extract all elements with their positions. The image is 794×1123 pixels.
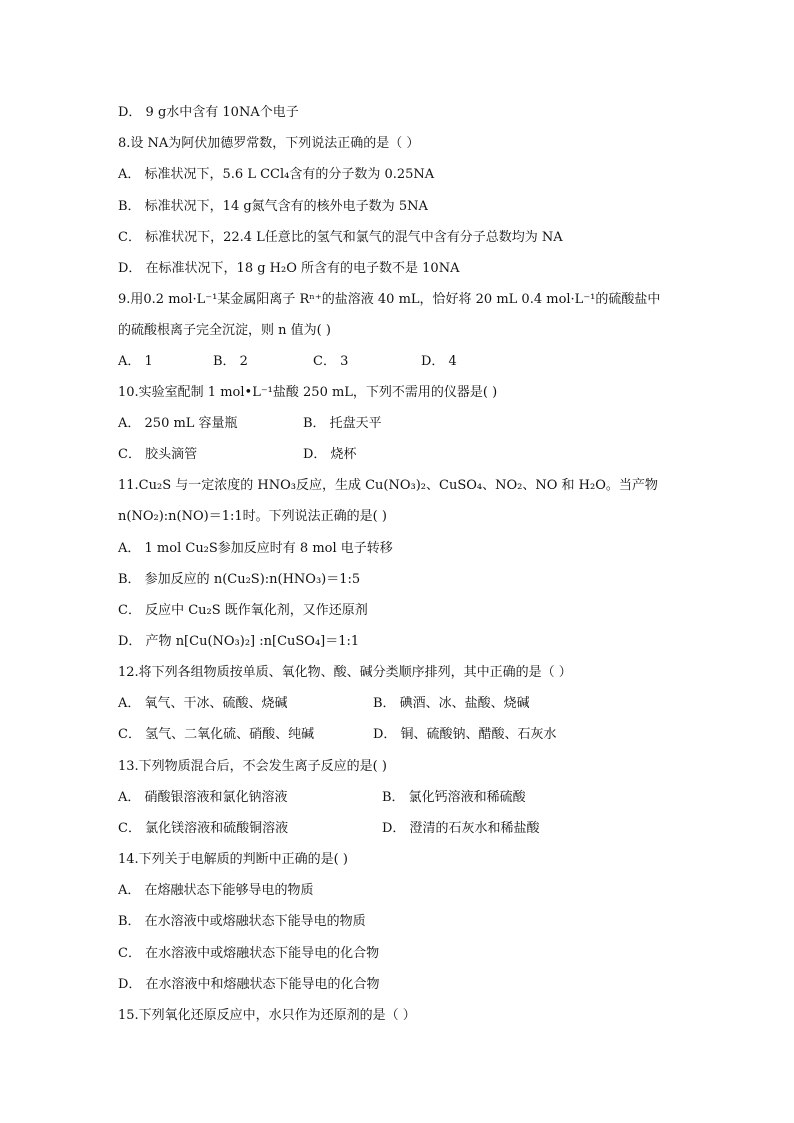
q13-stem: 13.下列物质混合后，不会发生离子反应的是( ) (118, 759, 387, 774)
q9-stem-line2: 的硫酸根离子完全沉淀，则 n 值为( ) (118, 323, 331, 338)
q11-option-b: B． 参加反应的 n(Cu₂S):n(HNO₃)＝1:5 (118, 572, 361, 587)
q8-option-b: B． 标准状况下，14 g氮气含有的核外电子数为 5NA (118, 199, 428, 214)
q12-stem: 12.将下列各组物质按单质、氧化物、酸、碱分类顺序排列，其中正确的是（ ） (118, 665, 572, 680)
q14-option-a: A． 在熔融状态下能够导电的物质 (118, 883, 314, 898)
q14-stem: 14.下列关于电解质的判断中正确的是( ) (118, 852, 348, 867)
q11-stem-line2: n(NO₂):n(NO)＝1:1时。下列说法正确的是( ) (118, 509, 387, 524)
q12-option-a: A． 氧气、干冰、硫酸、烧碱 (118, 696, 288, 711)
q11-stem-line1: 11.Cu₂S 与一定浓度的 HNO₃反应，生成 Cu(NO₃)₂、CuSO₄、NO₂、NO 和 H₂O。当产物 (118, 478, 658, 493)
q10-option-d: D． 烧杯 (303, 447, 357, 462)
q9-option-c: C． 3 (313, 354, 349, 369)
q13-option-d: D． 澄清的石灰水和稀盐酸 (382, 821, 540, 836)
q12-options-row1 (118, 694, 734, 714)
q13-options-row2 (118, 819, 734, 839)
q8-option-a: A． 标准状况下，5.6 L CCl₄含有的分子数为 0.25NA (118, 167, 435, 182)
q14-option-b: B． 在水溶液中或熔融状态下能导电的物质 (118, 914, 366, 929)
q10-option-c: C． 胶头滴管 (118, 447, 198, 462)
q11-option-d: D． 产物 n[Cu(NO₃)₂] :n[CuSO₄]＝1:1 (118, 634, 360, 649)
q13-option-b: B． 氯化钙溶液和稀硫酸 (382, 790, 526, 805)
q9-option-a: A． 1 (118, 354, 153, 369)
q10-option-a: A． 250 mL 容量瓶 (118, 416, 238, 431)
q14-option-c: C． 在水溶液中或熔融状态下能导电的化合物 (118, 946, 380, 961)
q9-option-d: D． 4 (421, 354, 457, 369)
q8-stem: 8.设 NA为阿伏加德罗常数，下列说法正确的是（ ） (118, 136, 420, 151)
q9-options-row (118, 352, 734, 372)
q11-option-a: A． 1 mol Cu₂S参加反应时有 8 mol 电子转移 (118, 541, 393, 556)
q11-option-c: C． 反应中 Cu₂S 既作氧化剂，又作还原剂 (118, 603, 368, 618)
q7-option-d: D． 9 g水中含有 10NA个电子 (118, 105, 299, 120)
q9-option-b: B． 2 (213, 354, 248, 369)
q8-option-d: D． 在标准状况下，18 g H₂O 所含有的电子数不是 10NA (118, 261, 460, 276)
q10-options-row2 (118, 445, 734, 465)
q8-option-c: C． 标准状况下，22.4 L任意比的氢气和氯气的混气中含有分子总数均为 NA (118, 230, 563, 245)
q12-option-d: D． 铜、硫酸钠、醋酸、石灰水 (373, 727, 557, 742)
q14-option-d: D． 在水溶液中和熔融状态下能导电的化合物 (118, 977, 380, 992)
q12-option-b: B． 碘酒、冰、盐酸、烧碱 (373, 696, 530, 711)
q9-stem-line1: 9.用0.2 mol·L⁻¹某金属阳离子 Rⁿ⁺的盐溶液 40 mL，恰好将 20 mL 0.4 mol·L⁻¹的硫酸盐中 (118, 292, 661, 307)
q10-stem: 10.实验室配制 1 mol•L⁻¹盐酸 250 mL，下列不需用的仪器是( ) (118, 385, 498, 400)
q13-option-c: C． 氯化镁溶液和硫酸铜溶液 (118, 821, 289, 836)
q12-options-row2 (118, 725, 734, 745)
q15-stem: 15.下列氧化还原反应中，水只作为还原剂的是（ ） (118, 1008, 416, 1023)
q12-option-c: C． 氢气、二氧化硫、硝酸、纯碱 (118, 727, 315, 742)
q13-option-a: A． 硝酸银溶液和氯化钠溶液 (118, 790, 288, 805)
q13-options-row1 (118, 788, 734, 808)
q10-option-b: B． 托盘天平 (303, 416, 382, 431)
q10-options-row1 (118, 414, 734, 434)
